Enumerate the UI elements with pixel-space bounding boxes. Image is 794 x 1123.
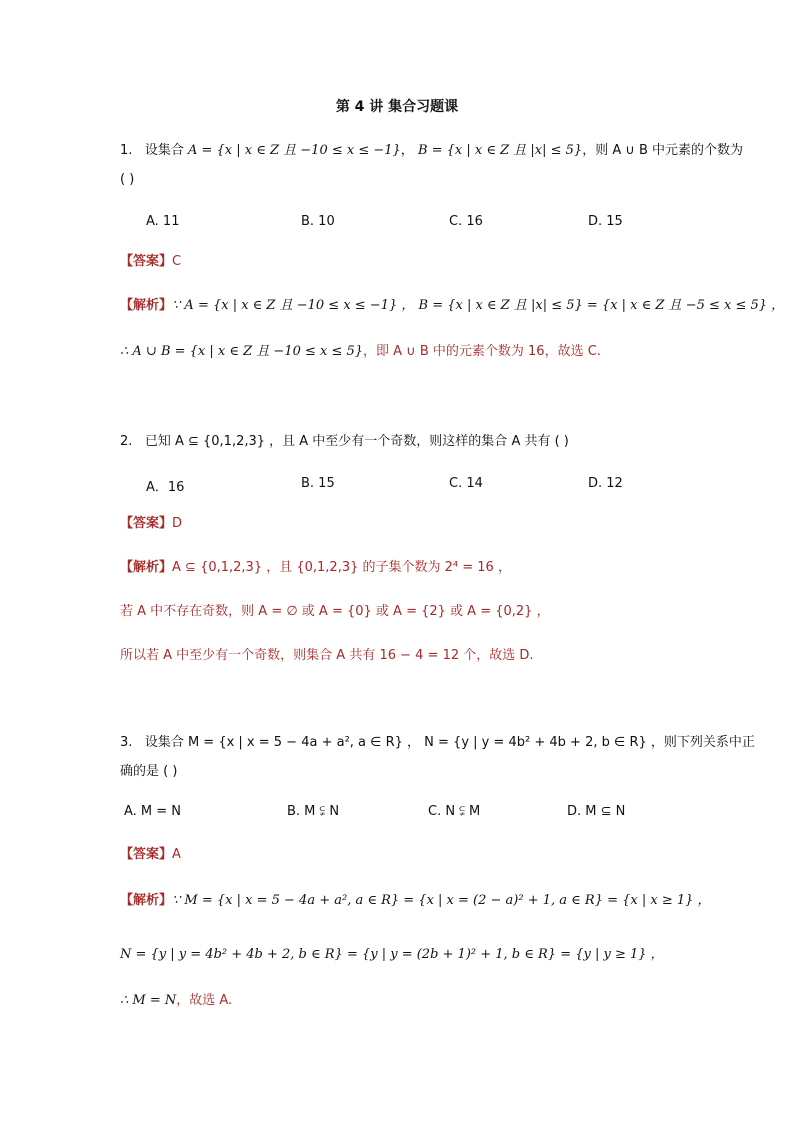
analysis-math: ∴ M = N <box>120 993 177 1008</box>
question-number: 1. <box>120 143 133 158</box>
analysis-text: A ⊆ {0,1,2,3} ，且 {0,1,2,3} 的子集个数为 2⁴ = 16 ， <box>172 560 511 575</box>
analysis-text: ∵ M = {x | x = 5 − 4a + a², a ∈ R} = {x | x = (2 − a)² + 1, a ∈ R} = {x | x ≥ 1} ， <box>172 893 711 908</box>
q1-answer <box>120 252 181 272</box>
q1-option-b: B. 10 <box>301 214 335 229</box>
answer-label: 【答案】 <box>120 847 173 862</box>
q3-option-a: A. M = N <box>124 804 182 819</box>
answer-label: 【答案】 <box>120 254 173 269</box>
q2-analysis-line-3: 所以若 A 中至少有一个奇数，则集合 A 共有 16 − 4 = 12 个，故选 D. <box>120 648 534 663</box>
q3-option-b: B. M ⫋ N <box>287 804 340 819</box>
q2-answer <box>120 514 182 534</box>
set-b-definition: B = {x | x ∈ Z 且 |x| ≤ 5} <box>417 143 583 158</box>
analysis-label: 【解析】 <box>120 893 173 908</box>
page-title: 第 4 讲 集合习题课 <box>335 99 459 115</box>
q2-option-a: A．16 <box>146 480 185 495</box>
q3-answer <box>120 845 181 865</box>
q2-option-d: D. 12 <box>588 476 623 491</box>
question-3-stem-continued: 确的是 ( ) <box>120 764 178 779</box>
question-1-stem: 1. 设集合 A = {x | x ∈ Z 且 −10 ≤ x ≤ −1}， B = {x | x ∈ Z 且 |x| ≤ 5}，则 A ∪ B 中元素的个数为 <box>120 143 744 158</box>
q1-analysis-line-1 <box>120 296 784 316</box>
answer-label: 【答案】 <box>120 516 173 531</box>
answer-value: A <box>172 847 181 862</box>
q1-option-c: C. 16 <box>449 214 483 229</box>
analysis-math: ∴ A ∪ B = {x | x ∈ Z 且 −10 ≤ x ≤ 5} <box>120 344 364 359</box>
question-number: 3. <box>120 735 133 750</box>
q2-analysis-line-2: 若 A 中不存在奇数，则 A = ∅ 或 A = {0} 或 A = {2} 或 A = {0,2} ， <box>120 604 550 619</box>
q1-analysis-line-2 <box>120 342 601 362</box>
q2-option-b: B. 15 <box>301 476 335 491</box>
analysis-text: ∵ A = {x | x ∈ Z 且 −10 ≤ x ≤ −1} ， B = {x | x ∈ Z 且 |x| ≤ 5} = {x | x ∈ Z 且 −5 ≤ x ≤ 5} ， <box>172 298 785 313</box>
q3-option-d: D. M ⊆ N <box>567 804 626 819</box>
q3-analysis-line-3 <box>120 991 232 1011</box>
q1-option-d: D. 15 <box>588 214 623 229</box>
q2-analysis-line-1 <box>120 558 511 578</box>
question-text: 设集合 M = {x | x = 5 − 4a + a², a ∈ R} ， N = {y | y = 4b² + 4b + 2, b ∈ R} ，则下列关系中正 <box>144 735 755 750</box>
q3-analysis-line-2: N = {y | y = 4b² + 4b + 2, b ∈ R} = {y | y = (2b + 1)² + 1, b ∈ R} = {y | y ≥ 1} ， <box>120 947 664 962</box>
question-text: 设集合 <box>144 143 184 158</box>
question-1-paren: ( ) <box>120 172 135 187</box>
analysis-label: 【解析】 <box>120 560 173 575</box>
q3-analysis-line-1 <box>120 891 711 911</box>
q3-option-c: C. N ⫋ M <box>428 804 481 819</box>
analysis-conclusion: ，故选 A. <box>176 993 233 1008</box>
question-3-stem <box>120 733 755 753</box>
question-text-end: ，则 A ∪ B 中元素的个数为 <box>582 143 744 158</box>
analysis-conclusion: ，即 A ∪ B 中的元素个数为 16，故选 C. <box>363 344 601 359</box>
analysis-label: 【解析】 <box>120 298 173 313</box>
set-a-definition: A = {x | x ∈ Z 且 −10 ≤ x ≤ −1} <box>187 143 401 158</box>
question-2-stem <box>120 432 569 452</box>
answer-value: C <box>172 254 182 269</box>
question-text: 已知 A ⊆ {0,1,2,3} ，且 A 中至少有一个奇数，则这样的集合 A 共有 ( ) <box>144 434 569 449</box>
answer-value: D <box>172 516 183 531</box>
q2-option-c: C. 14 <box>449 476 483 491</box>
q1-option-a: A. 11 <box>146 214 180 229</box>
question-number: 2. <box>120 434 133 449</box>
